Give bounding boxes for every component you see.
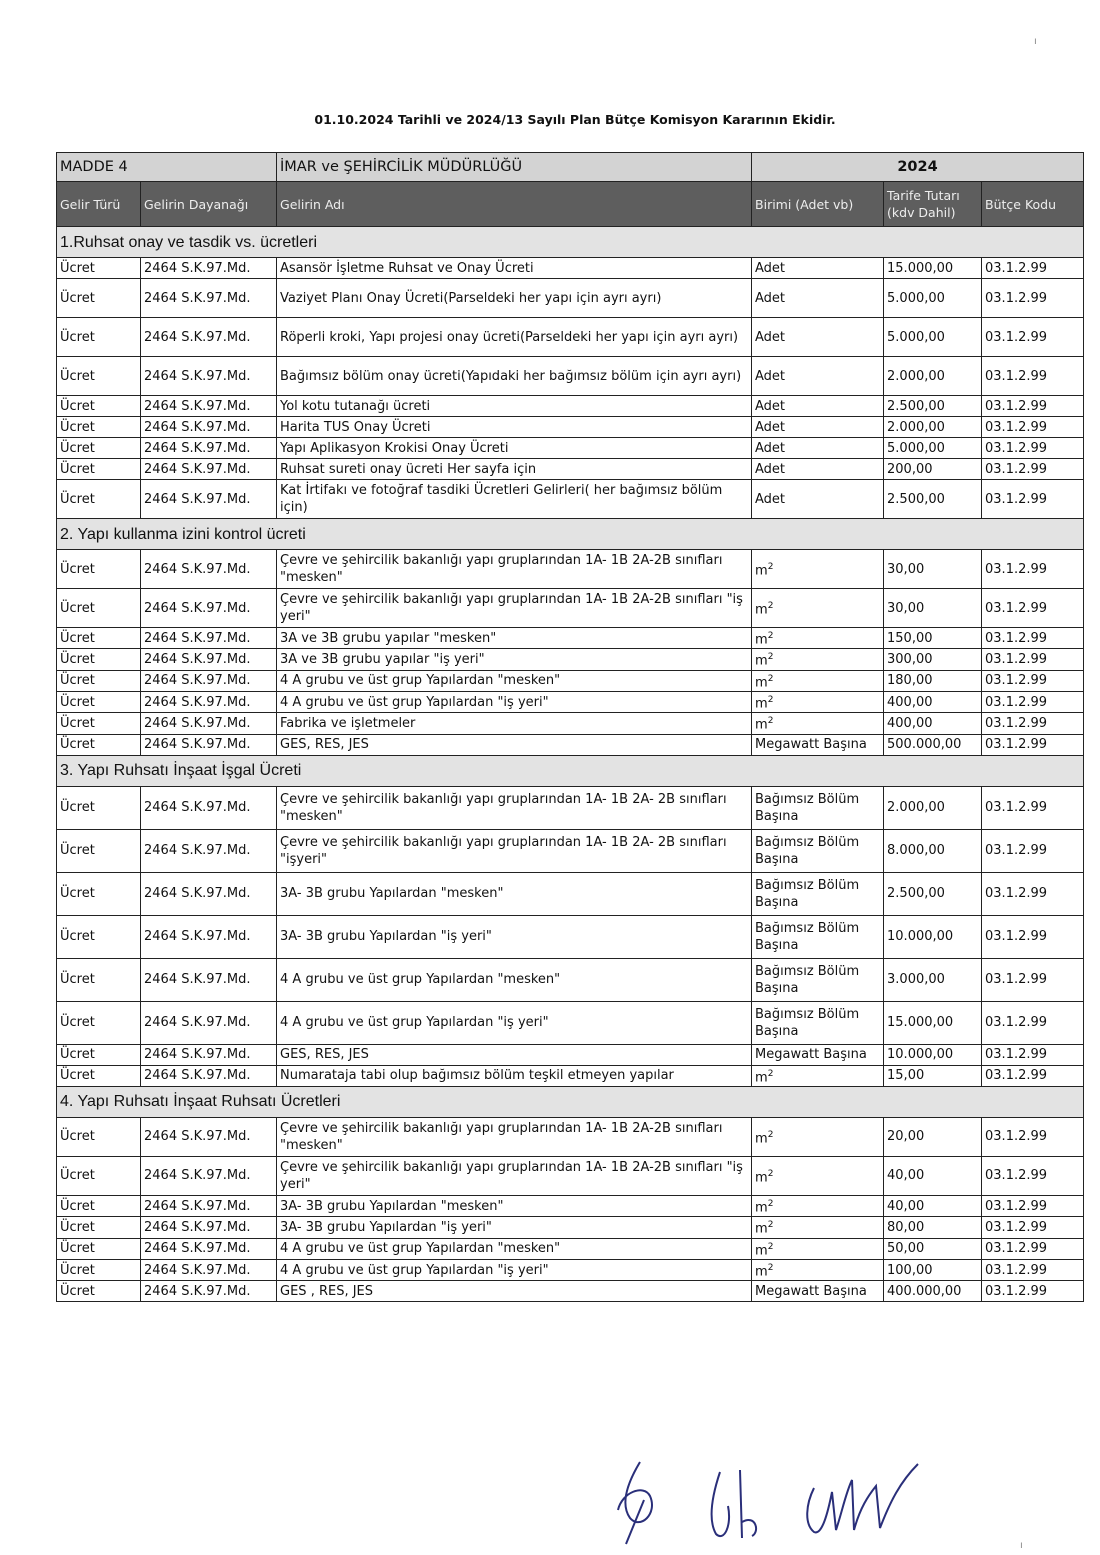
tariff-amount-cell: 500.000,00: [884, 734, 982, 755]
revenue-basis-cell: 2464 S.K.97.Md.: [141, 1238, 277, 1259]
budget-code-cell: 03.1.2.99: [982, 459, 1084, 480]
revenue-basis-cell: 2464 S.K.97.Md.: [141, 628, 277, 649]
tariff-amount-cell: 8.000,00: [884, 829, 982, 872]
revenue-type-cell: Ücret: [57, 279, 141, 318]
revenue-name-cell: 4 A grubu ve üst grup Yapılardan "iş yeri": [277, 691, 752, 712]
unit-text: m: [755, 653, 768, 669]
unit-cell: [752, 279, 884, 318]
table-row: [57, 1117, 1084, 1156]
table-row: [57, 958, 1084, 1001]
revenue-name-cell: 4 A grubu ve üst grup Yapılardan "iş yeri": [277, 1259, 752, 1280]
unit-text: Adet: [755, 290, 786, 306]
table-row: [57, 1195, 1084, 1216]
revenue-type-cell: Ücret: [57, 786, 141, 829]
revenue-type-cell: Ücret: [57, 713, 141, 734]
budget-code-cell: 03.1.2.99: [982, 1044, 1084, 1065]
revenue-name-cell: 3A ve 3B grubu yapılar "iş yeri": [277, 649, 752, 670]
unit-cell: [752, 258, 884, 279]
unit-text: m: [755, 1200, 768, 1216]
revenue-name-cell: 3A- 3B grubu Yapılardan "mesken": [277, 1195, 752, 1216]
madde-label: MADDE 4: [57, 153, 277, 182]
unit-cell: [752, 958, 884, 1001]
revenue-type-cell: Ücret: [57, 958, 141, 1001]
revenue-name-cell: Asansör İşletme Ruhsat ve Onay Ücreti: [277, 258, 752, 279]
unit-text: m: [755, 1242, 768, 1258]
revenue-name-cell: Ruhsat sureti onay ücreti Her sayfa için: [277, 459, 752, 480]
col-gelir-turu: Gelir Türü: [57, 182, 141, 227]
table-row: [57, 734, 1084, 755]
revenue-basis-cell: 2464 S.K.97.Md.: [141, 649, 277, 670]
unit-text: m: [755, 1069, 768, 1085]
unit-superscript: 2: [767, 694, 774, 705]
unit-text: m: [755, 1221, 768, 1237]
revenue-name-cell: 4 A grubu ve üst grup Yapılardan "mesken": [277, 1238, 752, 1259]
revenue-name-cell: Vaziyet Planı Onay Ücreti(Parseldeki her yapı için ayrı ayrı): [277, 279, 752, 318]
unit-superscript: 2: [767, 716, 774, 727]
revenue-type-cell: Ücret: [57, 670, 141, 691]
col-gelirin-dayanagi: Gelirin Dayanağı: [141, 182, 277, 227]
revenue-basis-cell: 2464 S.K.97.Md.: [141, 1195, 277, 1216]
budget-code-cell: 03.1.2.99: [982, 649, 1084, 670]
tariff-amount-cell: 15,00: [884, 1065, 982, 1086]
unit-superscript: 2: [767, 1168, 774, 1179]
revenue-basis-cell: 2464 S.K.97.Md.: [141, 279, 277, 318]
unit-text: Adet: [755, 260, 786, 276]
unit-cell: [752, 589, 884, 628]
table-row: [57, 589, 1084, 628]
revenue-basis-cell: 2464 S.K.97.Md.: [141, 734, 277, 755]
unit-text: Adet: [755, 461, 786, 477]
table-row: [57, 628, 1084, 649]
revenue-basis-cell: 2464 S.K.97.Md.: [141, 396, 277, 417]
tariff-amount-cell: 300,00: [884, 649, 982, 670]
tariff-amount-cell: 15.000,00: [884, 1001, 982, 1044]
revenue-type-cell: Ücret: [57, 1117, 141, 1156]
table-row: [57, 1238, 1084, 1259]
unit-text: Megawatt Başına: [755, 1047, 867, 1063]
revenue-type-cell: Ücret: [57, 550, 141, 589]
revenue-type-cell: Ücret: [57, 1065, 141, 1086]
tariff-amount-cell: 100,00: [884, 1259, 982, 1280]
revenue-basis-cell: 2464 S.K.97.Md.: [141, 958, 277, 1001]
revenue-basis-cell: 2464 S.K.97.Md.: [141, 1001, 277, 1044]
revenue-name-cell: Çevre ve şehircilik bakanlığı yapı gruplarından 1A- 1B 2A-2B sınıfları "iş yeri": [277, 1156, 752, 1195]
revenue-basis-cell: 2464 S.K.97.Md.: [141, 318, 277, 357]
unit-superscript: 2: [767, 1198, 774, 1209]
table-row: [57, 279, 1084, 318]
budget-code-cell: 03.1.2.99: [982, 589, 1084, 628]
unit-cell: [752, 734, 884, 755]
revenue-type-cell: Ücret: [57, 1238, 141, 1259]
revenue-name-cell: 3A- 3B grubu Yapılardan "mesken": [277, 872, 752, 915]
unit-text: Bağımsız Bölüm Başına: [755, 791, 860, 824]
tariff-amount-cell: 30,00: [884, 589, 982, 628]
table-row: [57, 318, 1084, 357]
unit-text: m: [755, 563, 768, 579]
tariff-amount-cell: 10.000,00: [884, 915, 982, 958]
revenue-name-cell: Çevre ve şehircilik bakanlığı yapı gruplarından 1A- 1B 2A-2B sınıfları "iş yeri": [277, 589, 752, 628]
unit-cell: [752, 1238, 884, 1259]
revenue-basis-cell: 2464 S.K.97.Md.: [141, 438, 277, 459]
scan-speck: ı: [1020, 1540, 1023, 1551]
budget-code-cell: 03.1.2.99: [982, 1281, 1084, 1302]
tariff-amount-cell: 30,00: [884, 550, 982, 589]
budget-code-cell: 03.1.2.99: [982, 734, 1084, 755]
unit-text: Adet: [755, 398, 786, 414]
table-row: [57, 258, 1084, 279]
budget-code-cell: 03.1.2.99: [982, 438, 1084, 459]
budget-code-cell: 03.1.2.99: [982, 1217, 1084, 1238]
revenue-basis-cell: 2464 S.K.97.Md.: [141, 1117, 277, 1156]
revenue-basis-cell: 2464 S.K.97.Md.: [141, 1044, 277, 1065]
section-title: 1.Ruhsat onay ve tasdik vs. ücretleri: [57, 227, 1084, 258]
revenue-name-cell: 3A ve 3B grubu yapılar "mesken": [277, 628, 752, 649]
budget-code-cell: 03.1.2.99: [982, 628, 1084, 649]
unit-cell: [752, 670, 884, 691]
unit-text: m: [755, 602, 768, 618]
unit-cell: [752, 829, 884, 872]
table-row: [57, 829, 1084, 872]
revenue-type-cell: Ücret: [57, 417, 141, 438]
revenue-type-cell: Ücret: [57, 480, 141, 519]
tariff-amount-cell: 50,00: [884, 1238, 982, 1259]
unit-superscript: 2: [767, 673, 774, 684]
revenue-name-cell: GES, RES, JES: [277, 1044, 752, 1065]
section-header-row: [57, 1086, 1084, 1117]
unit-text: m: [755, 1264, 768, 1280]
revenue-type-cell: Ücret: [57, 1044, 141, 1065]
table-row: [57, 872, 1084, 915]
table-row: [57, 1156, 1084, 1195]
revenue-type-cell: Ücret: [57, 1217, 141, 1238]
budget-code-cell: 03.1.2.99: [982, 396, 1084, 417]
revenue-type-cell: Ücret: [57, 734, 141, 755]
revenue-type-cell: Ücret: [57, 1259, 141, 1280]
tariff-amount-cell: 180,00: [884, 670, 982, 691]
budget-code-cell: 03.1.2.99: [982, 1156, 1084, 1195]
unit-text: Adet: [755, 440, 786, 456]
budget-code-cell: 03.1.2.99: [982, 1259, 1084, 1280]
col-butce-kodu: Bütçe Kodu: [982, 182, 1084, 227]
revenue-name-cell: Röperli kroki, Yapı projesi onay ücreti(Parseldeki her yapı için ayrı ayrı): [277, 318, 752, 357]
revenue-type-cell: Ücret: [57, 318, 141, 357]
unit-cell: [752, 1217, 884, 1238]
unit-text: Bağımsız Bölüm Başına: [755, 877, 860, 910]
tariff-amount-cell: 2.500,00: [884, 872, 982, 915]
tariff-amount-cell: 40,00: [884, 1195, 982, 1216]
revenue-type-cell: Ücret: [57, 1156, 141, 1195]
budget-code-cell: 03.1.2.99: [982, 713, 1084, 734]
tariff-amount-cell: 10.000,00: [884, 1044, 982, 1065]
col-tarife-tutari: Tarife Tutarı (kdv Dahil): [884, 182, 982, 227]
table-row: [57, 480, 1084, 519]
unit-text: m: [755, 1131, 768, 1147]
revenue-name-cell: 4 A grubu ve üst grup Yapılardan "mesken": [277, 958, 752, 1001]
department-title: İMAR ve ŞEHİRCİLİK MÜDÜRLÜĞÜ: [277, 153, 752, 182]
tariff-amount-cell: 15.000,00: [884, 258, 982, 279]
revenue-name-cell: Çevre ve şehircilik bakanlığı yapı gruplarından 1A- 1B 2A- 2B sınıfları "işyeri": [277, 829, 752, 872]
unit-cell: [752, 628, 884, 649]
revenue-name-cell: GES, RES, JES: [277, 734, 752, 755]
table-row: [57, 550, 1084, 589]
tariff-amount-cell: 2.500,00: [884, 480, 982, 519]
budget-code-cell: 03.1.2.99: [982, 279, 1084, 318]
revenue-basis-cell: 2464 S.K.97.Md.: [141, 480, 277, 519]
tariff-amount-cell: 200,00: [884, 459, 982, 480]
revenue-name-cell: 3A- 3B grubu Yapılardan "iş yeri": [277, 1217, 752, 1238]
section-title: 3. Yapı Ruhsatı İnşaat İşgal Ücreti: [57, 755, 1084, 786]
signature-2: [712, 1470, 756, 1538]
revenue-type-cell: Ücret: [57, 589, 141, 628]
section-title: 4. Yapı Ruhsatı İnşaat Ruhsatı Ücretleri: [57, 1086, 1084, 1117]
unit-cell: [752, 1001, 884, 1044]
section-title: 2. Yapı kullanma izini kontrol ücreti: [57, 519, 1084, 550]
table-row: [57, 396, 1084, 417]
unit-text: Adet: [755, 368, 786, 384]
table-row: [57, 1065, 1084, 1086]
unit-cell: [752, 480, 884, 519]
unit-superscript: 2: [767, 652, 774, 663]
unit-text: m: [755, 717, 768, 733]
unit-cell: [752, 1259, 884, 1280]
table-row: [57, 649, 1084, 670]
unit-cell: [752, 438, 884, 459]
tariff-amount-cell: 400,00: [884, 713, 982, 734]
unit-text: Bağımsız Bölüm Başına: [755, 834, 860, 867]
unit-cell: [752, 357, 884, 396]
revenue-name-cell: Kat İrtifakı ve fotoğraf tasdiki Ücretleri Gelirleri( her bağımsız bölüm için): [277, 480, 752, 519]
unit-superscript: 2: [767, 631, 774, 641]
revenue-name-cell: 3A- 3B grubu Yapılardan "iş yeri": [277, 915, 752, 958]
revenue-basis-cell: 2464 S.K.97.Md.: [141, 1065, 277, 1086]
revenue-basis-cell: 2464 S.K.97.Md.: [141, 417, 277, 438]
table-row: [57, 1044, 1084, 1065]
revenue-type-cell: Ücret: [57, 459, 141, 480]
revenue-name-cell: Fabrika ve işletmeler: [277, 713, 752, 734]
unit-cell: [752, 915, 884, 958]
unit-cell: [752, 691, 884, 712]
revenue-name-cell: Numarataja tabi olup bağımsız bölüm teşkil etmeyen yapılar: [277, 1065, 752, 1086]
unit-text: Bağımsız Bölüm Başına: [755, 963, 860, 996]
revenue-basis-cell: 2464 S.K.97.Md.: [141, 786, 277, 829]
revenue-type-cell: Ücret: [57, 357, 141, 396]
revenue-basis-cell: 2464 S.K.97.Md.: [141, 589, 277, 628]
table-row: [57, 1217, 1084, 1238]
column-header-row: [57, 182, 1084, 227]
budget-code-cell: 03.1.2.99: [982, 958, 1084, 1001]
unit-cell: [752, 1281, 884, 1302]
unit-superscript: 2: [767, 1262, 774, 1273]
table-row: [57, 459, 1084, 480]
revenue-type-cell: Ücret: [57, 1195, 141, 1216]
unit-cell: [752, 786, 884, 829]
unit-text: m: [755, 674, 768, 690]
revenue-type-cell: Ücret: [57, 829, 141, 872]
revenue-type-cell: Ücret: [57, 915, 141, 958]
budget-code-cell: 03.1.2.99: [982, 1195, 1084, 1216]
table-row: [57, 670, 1084, 691]
revenue-name-cell: GES , RES, JES: [277, 1281, 752, 1302]
section-header-row: [57, 519, 1084, 550]
revenue-basis-cell: 2464 S.K.97.Md.: [141, 550, 277, 589]
tariff-amount-cell: 400.000,00: [884, 1281, 982, 1302]
budget-code-cell: 03.1.2.99: [982, 1065, 1084, 1086]
tariff-amount-cell: 5.000,00: [884, 279, 982, 318]
tariff-amount-cell: 150,00: [884, 628, 982, 649]
revenue-type-cell: Ücret: [57, 691, 141, 712]
unit-cell: [752, 649, 884, 670]
revenue-basis-cell: 2464 S.K.97.Md.: [141, 691, 277, 712]
tariff-year: 2024: [752, 153, 1084, 182]
unit-superscript: 2: [767, 1220, 774, 1231]
unit-cell: [752, 318, 884, 357]
revenue-basis-cell: 2464 S.K.97.Md.: [141, 1259, 277, 1280]
revenue-name-cell: 4 A grubu ve üst grup Yapılardan "mesken": [277, 670, 752, 691]
unit-text: Bağımsız Bölüm Başına: [755, 1006, 860, 1039]
unit-text: m: [755, 1170, 768, 1186]
tariff-amount-cell: 5.000,00: [884, 438, 982, 459]
unit-cell: [752, 713, 884, 734]
tariff-amount-cell: 5.000,00: [884, 318, 982, 357]
revenue-basis-cell: 2464 S.K.97.Md.: [141, 258, 277, 279]
unit-superscript: 2: [767, 600, 774, 611]
unit-text: m: [755, 632, 768, 648]
revenue-basis-cell: 2464 S.K.97.Md.: [141, 459, 277, 480]
revenue-basis-cell: 2464 S.K.97.Md.: [141, 357, 277, 396]
budget-code-cell: 03.1.2.99: [982, 872, 1084, 915]
budget-code-cell: 03.1.2.99: [982, 670, 1084, 691]
tariff-amount-cell: 2.000,00: [884, 357, 982, 396]
unit-cell: [752, 550, 884, 589]
table-row: [57, 1001, 1084, 1044]
revenue-basis-cell: 2464 S.K.97.Md.: [141, 872, 277, 915]
budget-code-cell: 03.1.2.99: [982, 1001, 1084, 1044]
table-row: [57, 438, 1084, 459]
tariff-amount-cell: 80,00: [884, 1217, 982, 1238]
signatures: [600, 1452, 960, 1547]
unit-superscript: 2: [767, 1241, 774, 1252]
unit-text: Megawatt Başına: [755, 1283, 867, 1299]
scan-speck: ı: [1034, 36, 1037, 47]
tariff-amount-cell: 2.000,00: [884, 417, 982, 438]
revenue-basis-cell: 2464 S.K.97.Md.: [141, 1281, 277, 1302]
revenue-name-cell: Çevre ve şehircilik bakanlığı yapı gruplarından 1A- 1B 2A- 2B sınıfları "mesken": [277, 786, 752, 829]
tariff-amount-cell: 400,00: [884, 691, 982, 712]
revenue-name-cell: Bağımsız bölüm onay ücreti(Yapıdaki her bağımsız bölüm için ayrı ayrı): [277, 357, 752, 396]
unit-text: m: [755, 696, 768, 712]
budget-code-cell: 03.1.2.99: [982, 1238, 1084, 1259]
madde-header-row: [57, 153, 1084, 182]
budget-code-cell: 03.1.2.99: [982, 258, 1084, 279]
revenue-name-cell: Yol kotu tutanağı ücreti: [277, 396, 752, 417]
tariff-amount-cell: 2.500,00: [884, 396, 982, 417]
unit-superscript: 2: [767, 1068, 774, 1079]
revenue-type-cell: Ücret: [57, 258, 141, 279]
table-row: [57, 417, 1084, 438]
budget-code-cell: 03.1.2.99: [982, 417, 1084, 438]
revenue-basis-cell: 2464 S.K.97.Md.: [141, 1156, 277, 1195]
unit-superscript: 2: [767, 561, 774, 572]
budget-code-cell: 03.1.2.99: [982, 915, 1084, 958]
revenue-basis-cell: 2464 S.K.97.Md.: [141, 670, 277, 691]
document-heading: 01.10.2024 Tarihli ve 2024/13 Sayılı Plan Bütçe Komisyon Kararının Ekidir.: [314, 112, 836, 127]
table-row: [57, 1259, 1084, 1280]
revenue-basis-cell: 2464 S.K.97.Md.: [141, 829, 277, 872]
revenue-name-cell: Çevre ve şehircilik bakanlığı yapı gruplarından 1A- 1B 2A-2B sınıfları "mesken": [277, 1117, 752, 1156]
table-row: [57, 786, 1084, 829]
revenue-type-cell: Ücret: [57, 628, 141, 649]
revenue-basis-cell: 2464 S.K.97.Md.: [141, 1217, 277, 1238]
table-row: [57, 915, 1084, 958]
unit-cell: [752, 396, 884, 417]
budget-code-cell: 03.1.2.99: [982, 691, 1084, 712]
budget-code-cell: 03.1.2.99: [982, 1117, 1084, 1156]
col-gelirin-adi: Gelirin Adı: [277, 182, 752, 227]
revenue-type-cell: Ücret: [57, 1281, 141, 1302]
section-header-row: [57, 755, 1084, 786]
budget-code-cell: 03.1.2.99: [982, 829, 1084, 872]
budget-code-cell: 03.1.2.99: [982, 480, 1084, 519]
table-row: [57, 1281, 1084, 1302]
budget-code-cell: 03.1.2.99: [982, 357, 1084, 396]
tariff-amount-cell: 3.000,00: [884, 958, 982, 1001]
revenue-type-cell: Ücret: [57, 649, 141, 670]
revenue-basis-cell: 2464 S.K.97.Md.: [141, 915, 277, 958]
budget-code-cell: 03.1.2.99: [982, 550, 1084, 589]
tariff-amount-cell: 40,00: [884, 1156, 982, 1195]
budget-code-cell: 03.1.2.99: [982, 786, 1084, 829]
revenue-type-cell: Ücret: [57, 396, 141, 417]
unit-cell: [752, 1044, 884, 1065]
unit-cell: [752, 872, 884, 915]
unit-text: Adet: [755, 491, 786, 507]
revenue-type-cell: Ücret: [57, 872, 141, 915]
col-birimi: Birimi (Adet vb): [752, 182, 884, 227]
unit-cell: [752, 1065, 884, 1086]
unit-text: Adet: [755, 419, 786, 435]
tariff-amount-cell: 20,00: [884, 1117, 982, 1156]
unit-cell: [752, 459, 884, 480]
revenue-type-cell: Ücret: [57, 438, 141, 459]
revenue-basis-cell: 2464 S.K.97.Md.: [141, 713, 277, 734]
table-row: [57, 691, 1084, 712]
fee-tariff-table: [56, 152, 1084, 1302]
unit-text: Bağımsız Bölüm Başına: [755, 920, 860, 953]
revenue-type-cell: Ücret: [57, 1001, 141, 1044]
tariff-amount-cell: 2.000,00: [884, 786, 982, 829]
signature-1: [618, 1462, 652, 1544]
unit-superscript: 2: [767, 1129, 774, 1140]
budget-code-cell: 03.1.2.99: [982, 318, 1084, 357]
revenue-name-cell: Harita TUS Onay Ücreti: [277, 417, 752, 438]
revenue-name-cell: Yapı Aplikasyon Krokisi Onay Ücreti: [277, 438, 752, 459]
unit-cell: [752, 1156, 884, 1195]
revenue-name-cell: Çevre ve şehircilik bakanlığı yapı gruplarından 1A- 1B 2A-2B sınıfları "mesken": [277, 550, 752, 589]
table-row: [57, 357, 1084, 396]
unit-cell: [752, 417, 884, 438]
unit-cell: [752, 1117, 884, 1156]
unit-text: Megawatt Başına: [755, 737, 867, 753]
unit-cell: [752, 1195, 884, 1216]
revenue-name-cell: 4 A grubu ve üst grup Yapılardan "iş yeri": [277, 1001, 752, 1044]
section-header-row: [57, 227, 1084, 258]
table-row: [57, 713, 1084, 734]
unit-text: Adet: [755, 329, 786, 345]
signature-3: [807, 1464, 918, 1532]
